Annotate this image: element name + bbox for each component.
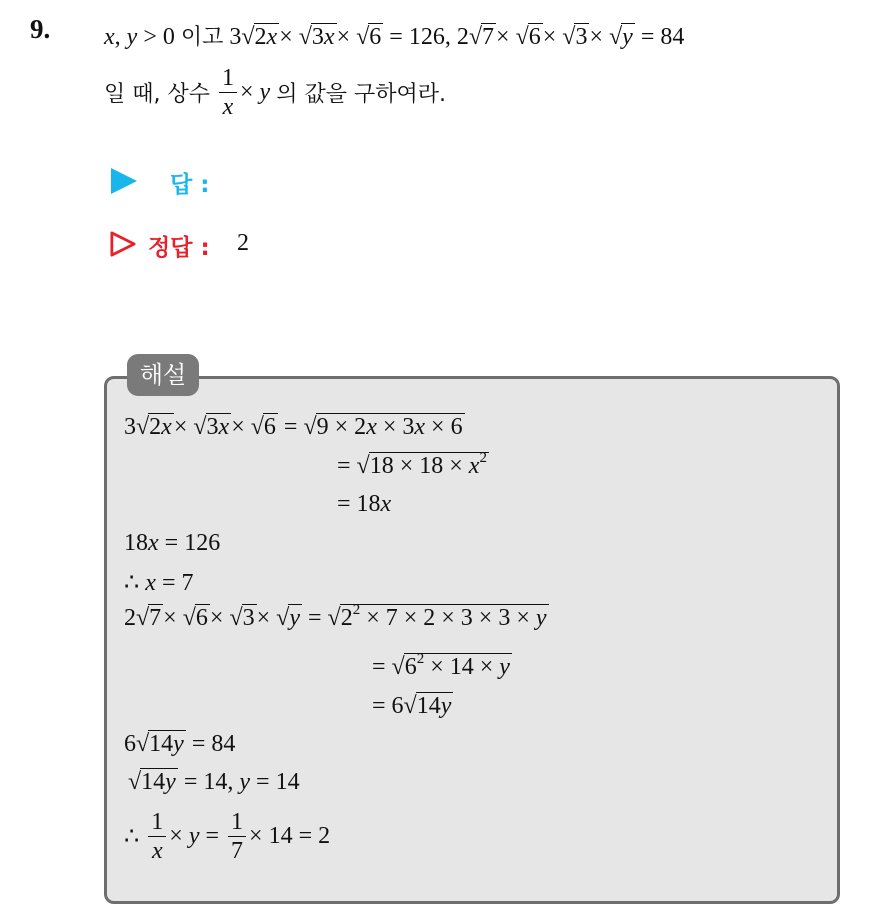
condition-suffix: 이고	[180, 25, 224, 50]
solution-line-1: 3√2x× √3x× √6 = √9 × 2x × 3x × 6	[124, 414, 463, 440]
solution-line-6: $2√7\times √6\times √3\times √y = √2^2 \times 7 \times 2 \times 3 \times 3 \times y$	[124, 602, 547, 631]
solution-line-9: 6√14y = 84	[124, 731, 236, 757]
solution-line-7: = $√6^2 \times 14 \times y$	[372, 651, 510, 680]
solution-line-11: ∴ $\frac{1}{x}$ × y = $\frac{1}{7}$ × 14 = 2	[124, 809, 331, 864]
fraction-1-over-x: $\frac{1}{x}$	[219, 64, 237, 121]
solution-line-2: = $√18 \times 18 \times x^2$	[337, 450, 487, 479]
solution-line-3: = 18x	[337, 491, 392, 517]
solution-tag: 해설	[127, 354, 199, 396]
outline-triangle-icon	[110, 231, 136, 257]
condition-vars: x	[104, 24, 115, 50]
question-number: 9.	[30, 14, 51, 44]
question-line-2: 일 때, 상수 $\frac{1}{x}$ × y 의 값을 구하여라.	[104, 65, 446, 120]
solution-line-10: √14y = 14, y = 14	[128, 769, 300, 795]
correct-answer-value: 2	[237, 230, 249, 256]
answer-blank-label: 답 :	[170, 172, 210, 198]
play-triangle-icon	[111, 168, 137, 194]
solution-line-8: = 6√14y	[372, 693, 452, 719]
correct-answer-label: 정답 :	[148, 235, 210, 261]
solution-line-5: ∴ x = 7	[124, 570, 194, 596]
question-line-1: x, y > 0 이고 3√2x× √3x× √6 = 126, 2√7× √6× √3× √y = 84	[104, 24, 685, 50]
solution-line-4: 18x = 126	[124, 530, 221, 556]
